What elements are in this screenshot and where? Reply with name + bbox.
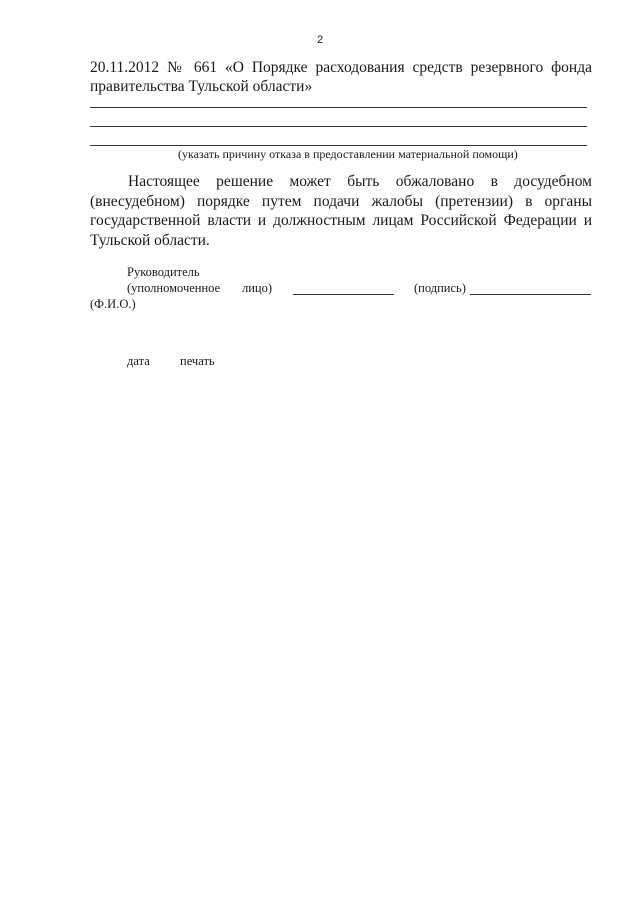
signature-label: (подпись): [414, 281, 466, 295]
appeal-paragraph: Настоящее решение может быть обжаловано в досудебном (внесудебном) порядке путем подачи жалобы (претензии) в органы государственной власти и должностным лицам Российской Федерации и Тульской области.: [90, 173, 592, 249]
refusal-reason-line-2: [90, 126, 587, 127]
fio-label: (Ф.И.О.): [90, 297, 136, 311]
date-label: дата: [127, 354, 150, 368]
head-label: Руководитель: [127, 265, 200, 279]
fio-blank-line: [293, 294, 394, 295]
document-intro: 20.11.2012 № 661 «О Порядке расходования средств резервного фонда правительства Тульской области»: [90, 59, 592, 95]
seal-label: печать: [180, 354, 215, 368]
refusal-reason-line-1: [90, 107, 587, 108]
authorized-label: (уполномоченное: [127, 281, 221, 295]
signature-blank-line: [470, 294, 591, 295]
page-number: 2: [316, 34, 324, 46]
refusal-reason-line-3: [90, 145, 587, 146]
refusal-reason-caption: (указать причину отказа в предоставлении материальной помощи): [178, 147, 518, 161]
person-label: лицо): [242, 281, 273, 295]
